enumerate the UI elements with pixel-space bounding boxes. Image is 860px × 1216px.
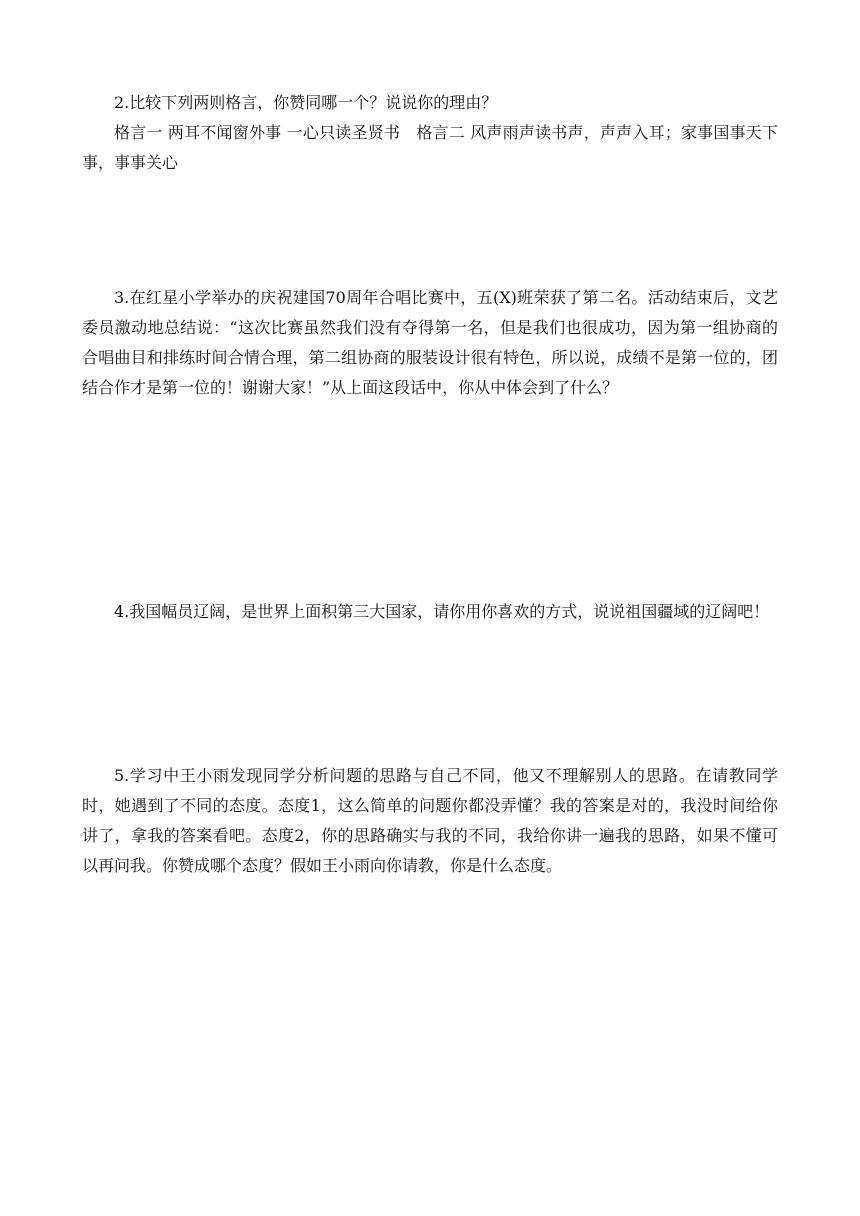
question-5-text: 5.学习中王小雨发现同学分析问题的思路与自己不同，他又不理解别人的思路。在请教同学时，她遇到了不同的态度。态度1，这么简单的问题你都没弄懂？我的答案是对的，我没时间给你讲了，拿我的答案看吧。态度2，你的思路确实与我的不同，我给你讲一遍我的思路，如果不懂可以再问我。你赞成哪个态度？假如王小雨向你请教，你是什么态度。	[82, 766, 778, 875]
question-4	[82, 597, 778, 627]
question-2-prompt: 2.比较下列两则格言，你赞同哪一个？说说你的理由？	[114, 93, 498, 112]
question-2-maxims: 格言一 两耳不闻窗外事 一心只读圣贤书 格言二 风声雨声读书声，声声入耳；家事国事天下事，事事关心	[82, 123, 778, 172]
question-5	[82, 761, 778, 881]
question-3	[82, 283, 778, 403]
question-2	[82, 88, 778, 178]
question-3-text: 3.在红星小学举办的庆祝建国70周年合唱比赛中，五(X)班荣获了第二名。活动结束后，文艺委员激动地总结说：“这次比赛虽然我们没有夺得第一名，但是我们也很成功，因为第一组协商的合唱曲目和排练时间合情合理，第二组协商的服装设计很有特色，所以说，成绩不是第一位的，团结合作才是第一位的！谢谢大家！”从上面这段话中，你从中体会到了什么？	[82, 288, 778, 397]
question-4-text: 4.我国幅员辽阔，是世界上面积第三大国家，请你用你喜欢的方式，说说祖国疆域的辽阔吧！	[114, 602, 770, 621]
